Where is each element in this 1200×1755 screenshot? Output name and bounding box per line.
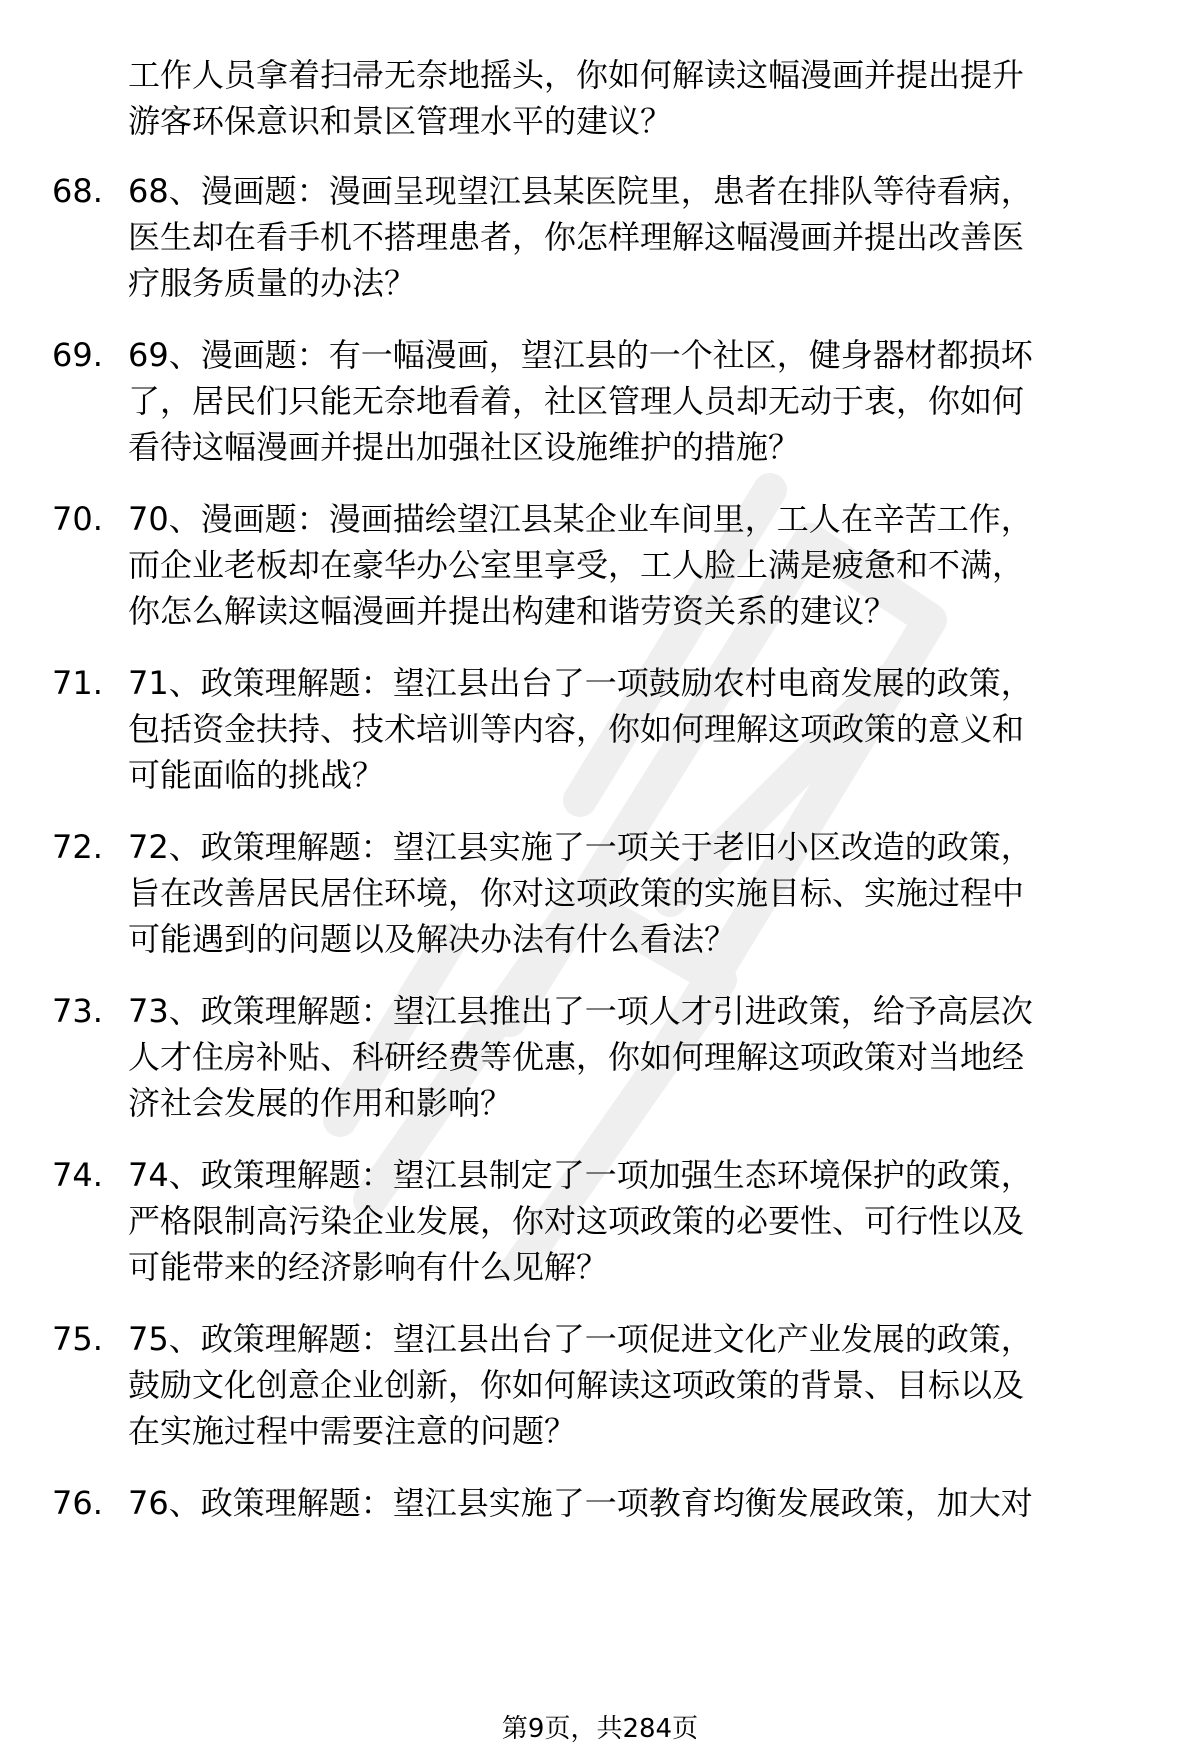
question-number: 70. <box>52 500 103 538</box>
question-text-line: 可能带来的经济影响有什么见解？ <box>128 1248 609 1286</box>
question-text-line: 69、漫画题：有一幅漫画，望江县的一个社区，健身器材都损坏 <box>128 336 1033 374</box>
question-number: 71. <box>52 664 103 702</box>
question-text-line: 76、政策理解题：望江县实施了一项教育均衡发展政策，加大对 <box>128 1484 1033 1522</box>
question-text-line: 医生却在看手机不搭理患者，你怎样理解这幅漫画并提出改善医 <box>128 218 1025 256</box>
question-text-line: 73、政策理解题：望江县推出了一项人才引进政策，给予高层次 <box>128 992 1033 1030</box>
question-text-line: 可能遇到的问题以及解决办法有什么看法？ <box>128 920 737 958</box>
question-number: 68. <box>52 172 103 210</box>
question-text-line: 包括资金扶持、技术培训等内容，你如何理解这项政策的意义和 <box>128 710 1025 748</box>
question-text-line: 在实施过程中需要注意的问题？ <box>128 1412 577 1450</box>
question-number: 76. <box>52 1484 103 1522</box>
question-text-line: 疗服务质量的办法？ <box>128 264 417 302</box>
question-number: 75. <box>52 1320 103 1358</box>
question-text-line: 看待这幅漫画并提出加强社区设施维护的措施？ <box>128 428 801 466</box>
question-text-line: 70、漫画题：漫画描绘望江县某企业车间里，工人在辛苦工作， <box>128 500 1033 538</box>
question-text-line: 人才住房补贴、科研经费等优惠，你如何理解这项政策对当地经 <box>128 1038 1025 1076</box>
question-text-line: 济社会发展的作用和影响？ <box>128 1084 513 1122</box>
question-text-line: 68、漫画题：漫画呈现望江县某医院里，患者在排队等待看病， <box>128 172 1033 210</box>
question-text-line: 71、政策理解题：望江县出台了一项鼓励农村电商发展的政策， <box>128 664 1033 702</box>
question-text-line: 74、政策理解题：望江县制定了一项加强生态环境保护的政策， <box>128 1156 1033 1194</box>
question-text-line: 旨在改善居民居住环境，你对这项政策的实施目标、实施过程中 <box>128 874 1025 912</box>
question-number: 73. <box>52 992 103 1030</box>
question-text-line: 游客环保意识和景区管理水平的建议？ <box>128 102 673 140</box>
question-number: 72. <box>52 828 103 866</box>
question-number: 74. <box>52 1156 103 1194</box>
question-text-line: 严格限制高污染企业发展，你对这项政策的必要性、可行性以及 <box>128 1202 1025 1240</box>
question-text-line: 鼓励文化创意企业创新，你如何解读这项政策的背景、目标以及 <box>128 1366 1025 1404</box>
page-footer: 第9页，共284页 <box>501 1714 699 1744</box>
question-text-line: 工作人员拿着扫帚无奈地摇头，你如何解读这幅漫画并提出提升 <box>128 56 1025 94</box>
question-text-line: 可能面临的挑战？ <box>128 756 385 794</box>
question-text-line: 而企业老板却在豪华办公室里享受，工人脸上满是疲惫和不满， <box>128 546 1025 584</box>
question-text-line: 你怎么解读这幅漫画并提出构建和谐劳资关系的建议？ <box>128 592 897 630</box>
question-text-line: 72、政策理解题：望江县实施了一项关于老旧小区改造的政策， <box>128 828 1033 866</box>
question-text-line: 了，居民们只能无奈地看着，社区管理人员却无动于衷，你如何 <box>128 382 1025 420</box>
question-number: 69. <box>52 336 103 374</box>
question-text-line: 75、政策理解题：望江县出台了一项促进文化产业发展的政策， <box>128 1320 1033 1358</box>
